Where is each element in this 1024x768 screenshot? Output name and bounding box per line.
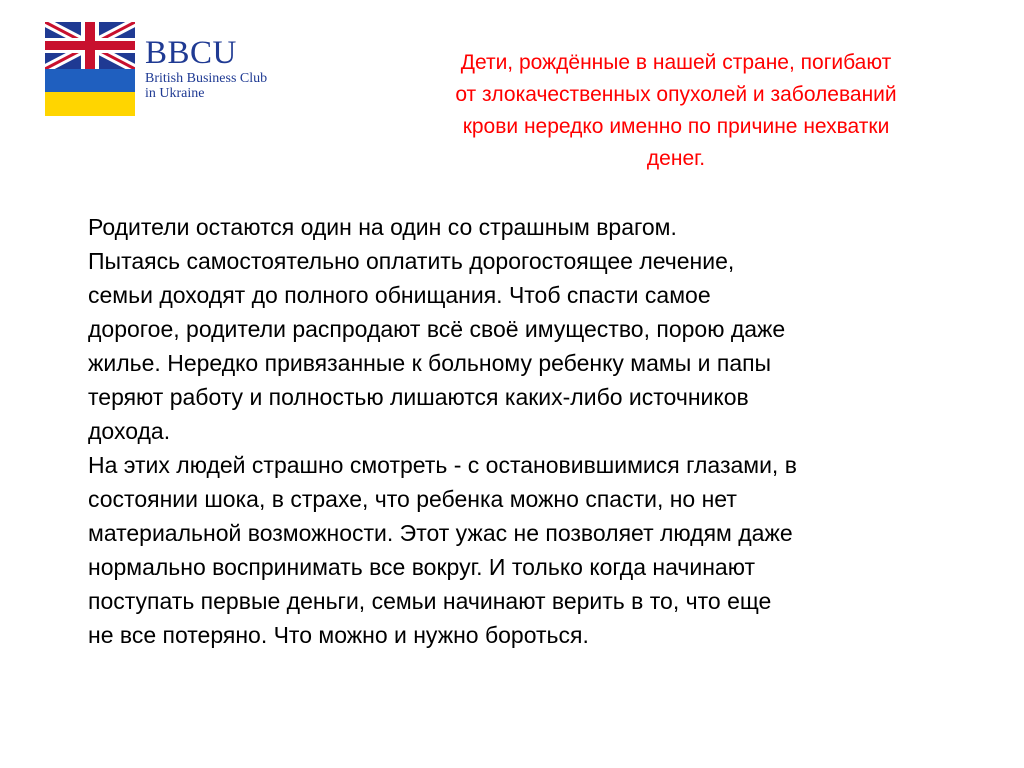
body-text — [88, 210, 978, 652]
headline-line-4: денег. — [646, 147, 706, 170]
body-line: нормально воспринимать все вокруг. И только когда начинают — [88, 554, 755, 580]
headline — [396, 47, 956, 175]
body-line: материальной возможности. Этот ужас не позволяет людям даже — [88, 520, 793, 546]
body-line: поступать первые деньги, семьи начинают верить в то, что еще — [88, 588, 772, 614]
body-line: теряют работу и полностью лишаются каких-либо источников — [88, 384, 749, 410]
body-line: состоянии шока, в страхе, что ребенка можно спасти, но нет — [88, 486, 737, 512]
logo-subtitle-line-2: in Ukraine — [145, 86, 205, 101]
body-line: семьи доходят до полного обнищания. Чтоб спасти самое — [88, 282, 711, 308]
body-line: не все потеряно. Что можно и нужно бороться. — [88, 622, 589, 648]
bbcu-logo — [45, 22, 295, 118]
headline-line-3: крови нередко именно по причине нехватки — [462, 115, 890, 138]
body-line: дохода. — [88, 418, 171, 444]
body-line: Родители остаются один на один со страшным врагом. — [88, 214, 677, 240]
headline-line-2: от злокачественных опухолей и заболеваний — [455, 83, 897, 106]
logo-subtitle-line-1: British Business Club — [145, 71, 268, 86]
body-line: дорогое, родители распродают всё своё имущество, порою даже — [88, 316, 786, 342]
body-line: Пытаясь самостоятельно оплатить дорогостоящее лечение, — [88, 248, 735, 274]
uk-ukraine-flag-icon — [45, 22, 135, 116]
body-line: На этих людей страшно смотреть - с остановившимися глазами, в — [88, 452, 797, 478]
logo-title: BBCU — [145, 35, 237, 71]
headline-line-1: Дети, рождённые в нашей стране, погибают — [460, 51, 892, 74]
logo-text — [145, 36, 267, 100]
body-line: жилье. Нередко привязанные к больному ребенку мамы и папы — [88, 350, 772, 376]
